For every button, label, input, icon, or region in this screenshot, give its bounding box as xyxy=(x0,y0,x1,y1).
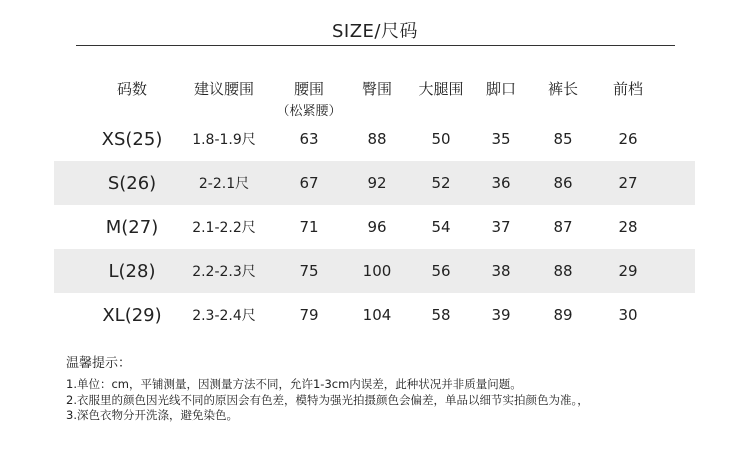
waist-cell: 71 xyxy=(299,218,319,236)
header-waist xyxy=(276,70,342,117)
header-hip xyxy=(344,70,410,117)
suggested-waist-cell: 1.8-1.9尺 xyxy=(192,132,256,148)
thigh-cell: 54 xyxy=(431,218,451,236)
header-label: 腰围 xyxy=(293,80,324,98)
front-rise-cell: 27 xyxy=(618,174,638,192)
note-item: 1.单位：cm，平铺测量，因测量方法不同，允许1-3cm内误差，此种状况并非质量问题。 xyxy=(66,377,522,391)
front-rise-cell: 26 xyxy=(618,130,638,148)
table-header-row xyxy=(54,70,695,117)
note-item: 2.衣服里的颜色因光线不同的原因会有色差，模特为强光拍摄颜色会偏差，单品以细节实拍颜色为准。， xyxy=(66,392,589,407)
hem-cell: 39 xyxy=(491,306,511,324)
size-code-cell: S(26) xyxy=(107,172,157,194)
size-code-cell: XL(29) xyxy=(102,304,162,326)
header-label: 前档 xyxy=(612,80,643,98)
header-label: 裤长 xyxy=(547,80,578,98)
front-rise-cell: 29 xyxy=(618,262,638,280)
thigh-cell: 56 xyxy=(431,262,451,280)
length-cell: 85 xyxy=(553,130,573,148)
hem-cell: 36 xyxy=(491,174,511,192)
suggested-waist-cell: 2-2.1尺 xyxy=(198,176,250,192)
header-hem xyxy=(470,70,532,117)
size-code-cell: L(28) xyxy=(108,260,156,282)
hem-cell: 35 xyxy=(491,130,511,148)
length-cell: 87 xyxy=(553,218,573,236)
waist-cell: 79 xyxy=(299,306,319,324)
front-rise-cell: 28 xyxy=(618,218,638,236)
table-row xyxy=(54,249,695,293)
header-length xyxy=(532,70,594,117)
header-label: 大腿围 xyxy=(418,80,464,98)
thigh-cell: 58 xyxy=(431,306,451,324)
header-thigh xyxy=(408,70,474,117)
header-label: 臀围 xyxy=(361,80,392,98)
table-row xyxy=(54,205,695,249)
hip-cell: 88 xyxy=(367,130,387,148)
suggested-waist-cell: 2.3-2.4尺 xyxy=(192,308,256,324)
table-row xyxy=(54,293,695,337)
notes-heading: 温馨提示： xyxy=(66,356,132,371)
page-title: SIZE/尺码 xyxy=(331,21,418,42)
header-label: 码数 xyxy=(116,80,147,98)
suggested-waist-cell: 2.1-2.2尺 xyxy=(192,220,256,236)
size-code-cell: M(27) xyxy=(105,216,159,238)
hip-cell: 100 xyxy=(362,262,392,280)
size-code-cell: XS(25) xyxy=(101,128,163,150)
hem-cell: 38 xyxy=(491,262,511,280)
header-label: 建议腰围 xyxy=(193,80,254,98)
table-body xyxy=(54,117,695,337)
header-front-rise xyxy=(594,70,662,117)
waist-cell: 63 xyxy=(299,130,319,148)
header-suggested-waist xyxy=(174,70,274,117)
header-size-code xyxy=(88,70,176,117)
title-divider xyxy=(76,45,675,46)
hip-cell: 92 xyxy=(367,174,387,192)
hem-cell: 37 xyxy=(491,218,511,236)
length-cell: 89 xyxy=(553,306,573,324)
length-cell: 86 xyxy=(553,174,573,192)
size-table xyxy=(54,70,695,337)
suggested-waist-cell: 2.2-2.3尺 xyxy=(192,264,256,280)
hip-cell: 104 xyxy=(362,306,392,324)
header-sublabel: （松紧腰） xyxy=(276,104,342,119)
thigh-cell: 50 xyxy=(431,130,451,148)
waist-cell: 67 xyxy=(299,174,319,192)
length-cell: 88 xyxy=(553,262,573,280)
table-row xyxy=(54,161,695,205)
thigh-cell: 52 xyxy=(431,174,451,192)
front-rise-cell: 30 xyxy=(618,306,638,324)
header-label: 脚口 xyxy=(485,80,516,98)
hip-cell: 96 xyxy=(367,218,387,236)
notes-list xyxy=(66,377,589,424)
waist-cell: 75 xyxy=(299,262,319,280)
table-row xyxy=(54,117,695,161)
note-item: 3.深色衣物分开洗涤，避免染色。 xyxy=(66,408,238,422)
